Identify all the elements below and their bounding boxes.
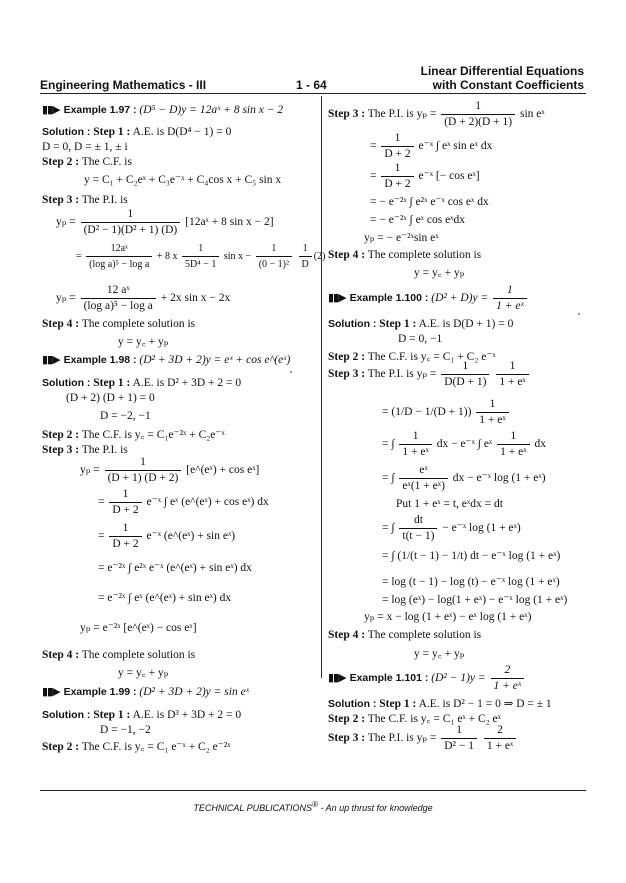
pi-r2-line-5: = ∫ $\frac{dt}{t(t - 1)}$ − e⁻ˣ log (1 + eˣ) — [382, 514, 521, 542]
example-1-101: ▮▮▶ Example 1.101 : (D² − 1)y = $\frac{2}{\text{1 + eˣ}}$ — [328, 664, 526, 693]
example-1-99: ▮▮▶ Example 1.99 : (D² + 3D + 2)y = sin eˣ — [42, 686, 249, 698]
roots-line-c: D = −1, −2 — [100, 724, 151, 736]
solution-step1-b: Solution : Step 1 : A.E. is D² + 3D + 2 = 0 — [42, 377, 242, 389]
cf-step-b: Step 2 : The C.F. is y꜀ = C₁e⁻²ˣ + C₂e⁻ˣ — [42, 429, 225, 441]
pi-b-line-4: = e⁻²ˣ ∫ e²ˣ e⁻ˣ (e^(eˣ) + sin eˣ) dx — [98, 562, 252, 574]
book-title: Engineering Mathematics - III — [40, 78, 207, 92]
pi-b-line-2: = $\frac{1}{D + 2}$ e⁻ˣ ∫ eˣ (e^(eˣ) + cos eˣ) dx — [98, 488, 269, 516]
cf-step-r: Step 2 : The C.F. is y꜀ = C₁ + C₂ e⁻ˣ — [328, 351, 496, 363]
pi-r-line-3: = $\frac{1}{D + 2}$ e⁻ˣ [− cos eˣ] — [370, 162, 480, 190]
pi-b-line-1: yₚ = $\frac{1}{(D + 1) (D + 2)}$ [e^(eˣ) + cos eˣ] — [80, 456, 260, 484]
pi-r-line-6: yₚ = − e⁻²ˣsin eˣ — [364, 232, 439, 244]
pi-r-line-5: = − e⁻²ˣ ∫ eˣ cos eˣdx — [370, 214, 466, 226]
pi-r-line-4: = − e⁻²ˣ ∫ e²ˣ e⁻ˣ cos eˣ dx — [370, 196, 489, 208]
complete-solution-step-r2: Step 4 : The complete solution is — [328, 629, 482, 641]
complete-solution-step-b: Step 4 : The complete solution is — [42, 649, 196, 661]
cf-step-c: Step 2 : The C.F. is y꜀ = C₁ e⁻ˣ + C₂ e⁻²ˣ — [42, 741, 231, 753]
pi-r2-line-6: = ∫ (1/(t − 1) − 1/t) dt − e⁻ˣ log (1 + eˣ) — [382, 550, 561, 562]
complete-solution-step-r: Step 4 : The complete solution is — [328, 249, 482, 261]
roots-line: D = 0, D = ± 1, ± i — [42, 141, 128, 153]
pi-step: Step 3 : The P.I. is — [42, 194, 128, 206]
chapter-title-line1: Linear Differential Equations — [420, 64, 584, 78]
complete-solution-eq-r2: y = y꜀ + yₚ — [414, 648, 465, 660]
example-1-97: ▮▮▶ Example 1.97 : (D⁵ − D)y = 12aˣ + 8 sin x − 2 — [42, 104, 284, 116]
pi-step-r: Step 3 : The P.I. is yₚ = $\frac{1}{(D + 2)(D + 1)}$ sin eˣ — [328, 100, 545, 128]
pi-r2-line-3: = ∫ $\frac{1}{\text{1 + eˣ}}$ dx − e⁻ˣ ∫ eˣ $\frac{1}{\text{1 + eˣ}}$ dx — [382, 430, 546, 458]
pi-r2-line-7: = log (t − 1) − log (t) − e⁻ˣ log (1 + eˣ) — [382, 576, 560, 588]
footer-rule — [40, 790, 586, 791]
solution-step1-r3: Solution : Step 1 : A.E. is D² − 1 = 0 ⇒ D = ± 1 — [328, 698, 552, 710]
cf-step-r3: Step 2 : The C.F. is y꜀ = C₁ eˣ + C₂ eˣ — [328, 713, 501, 725]
roots-line-b: D = −2, −1 — [100, 410, 151, 422]
solution-step1-c: Solution : Step 1 : A.E. is D³ + 3D + 2 = 0 — [42, 709, 242, 721]
pi-b-line-5: = e⁻²ˣ ∫ eˣ (e^(eˣ) + sin eˣ) dx — [98, 592, 232, 604]
complete-solution-step: Step 4 : The complete solution is — [42, 318, 196, 330]
footer — [0, 800, 626, 813]
factor-line: (D + 2) (D + 1) = 0 — [66, 392, 155, 404]
pi-r2-line-2: = (1/D − 1/(D + 1)) $\frac{1}{\text{1 + eˣ}}$ — [382, 398, 511, 427]
arrow-icon: ▮▮▶ — [42, 104, 60, 116]
scan-speck — [578, 313, 580, 315]
chapter-title — [421, 64, 584, 92]
page-number: 1 - 64 — [296, 78, 327, 92]
chapter-title-line2: with Constant Coefficients — [432, 78, 584, 92]
arrow-icon: ▮▮▶ — [42, 686, 60, 698]
pi-r2-line-8: = log (eˣ) − log(1 + eˣ) − e⁻ˣ log (1 + eˣ) — [382, 594, 568, 606]
cf-equation: y = C₁ + C₂eˣ + C₃e⁻ˣ + C₄cos x + C₅ sin x — [84, 174, 282, 186]
registered-mark: ® — [312, 800, 318, 809]
pi-r2-line-9: yₚ = x − log (1 + eˣ) − eˣ log (1 + eˣ) — [364, 611, 532, 623]
pi-line-1: yₚ = $\frac{1}{\text{(D² − 1)(D² + 1) (D)}}$ [12aˣ + 8 sin x − 2] — [56, 208, 274, 236]
publisher-name: TECHNICAL PUBLICATIONS — [193, 803, 313, 813]
pi-b-line-6: yₚ = e⁻²ˣ [e^(eˣ) − cos eˣ] — [80, 622, 197, 634]
pi-r-line-2: = $\frac{1}{D + 2}$ e⁻ˣ ∫ eˣ sin eˣ dx — [370, 132, 493, 160]
solution-step1-r: Solution : Step 1 : A.E. is D(D + 1) = 0 — [328, 318, 514, 330]
pi-b-line-3: = $\frac{1}{D + 2}$ e⁻ˣ (e^(eˣ) + sin eˣ) — [98, 522, 236, 550]
pi-line-3: yₚ = $\frac{\text{12 aˣ}}{\text{(log a)⁵ − log a}}$ + 2x sin x − 2x — [56, 284, 231, 312]
pi-line-2: = $\frac{\text{12aˣ}}{\text{(log a)⁵ − log a}}$ + 8 x $\frac{1}{\text{5D⁴ − 1}}$ sin x − $\frac{1}{\text{(0 − 1)²}}$ $\frac{1}{D}$ (2) — [76, 243, 326, 270]
arrow-icon: ▮▮▶ — [42, 354, 60, 366]
complete-solution-eq-r: y = y꜀ + yₚ — [414, 267, 465, 279]
column-divider — [321, 96, 322, 678]
roots-line-r: D = 0, −1 — [398, 333, 443, 345]
complete-solution-eq: y = y꜀ + yₚ — [118, 336, 169, 348]
substitution-line: Put 1 + eˣ = t, eˣdx = dt — [396, 498, 503, 510]
pi-step-b: Step 3 : The P.I. is — [42, 444, 128, 456]
arrow-icon: ▮▮▶ — [328, 292, 346, 305]
arrow-icon: ▮▮▶ — [328, 672, 346, 685]
cf-step: Step 2 : The C.F. is — [42, 156, 132, 168]
publisher-tagline: - An up thrust for knowledge — [317, 803, 433, 813]
complete-solution-eq-b: y = y꜀ + yₚ — [118, 667, 169, 679]
pi-step-r3: Step 3 : The P.I. is yₚ = $\frac{1}{\text{D² − 1}}$ $\frac{2}{\text{1 + eˣ}}$ — [328, 724, 518, 753]
scan-speck — [290, 371, 292, 373]
pi-step-r2: Step 3 : The P.I. is yₚ = $\frac{1}{D(D + 1)}$ $\frac{1}{\text{1 + eˣ}}$ — [328, 360, 531, 389]
pi-r2-line-4: = ∫ $\frac{\text{eˣ}}{\text{eˣ(1 + eˣ)}}$ dx − e⁻ˣ log (1 + eˣ) — [382, 464, 546, 492]
example-1-100: ▮▮▶ Example 1.100 : (D² + D)y = $\frac{1}{\text{1 + eˣ}}$ — [328, 284, 529, 313]
example-1-98: ▮▮▶ Example 1.98 : (D² + 3D + 2)y = eˣ + cos e^(eˣ) — [42, 354, 291, 366]
solution-step1: Solution : Step 1 : A.E. is D(D⁴ − 1) = 0 — [42, 126, 232, 138]
header-rule — [40, 93, 586, 94]
